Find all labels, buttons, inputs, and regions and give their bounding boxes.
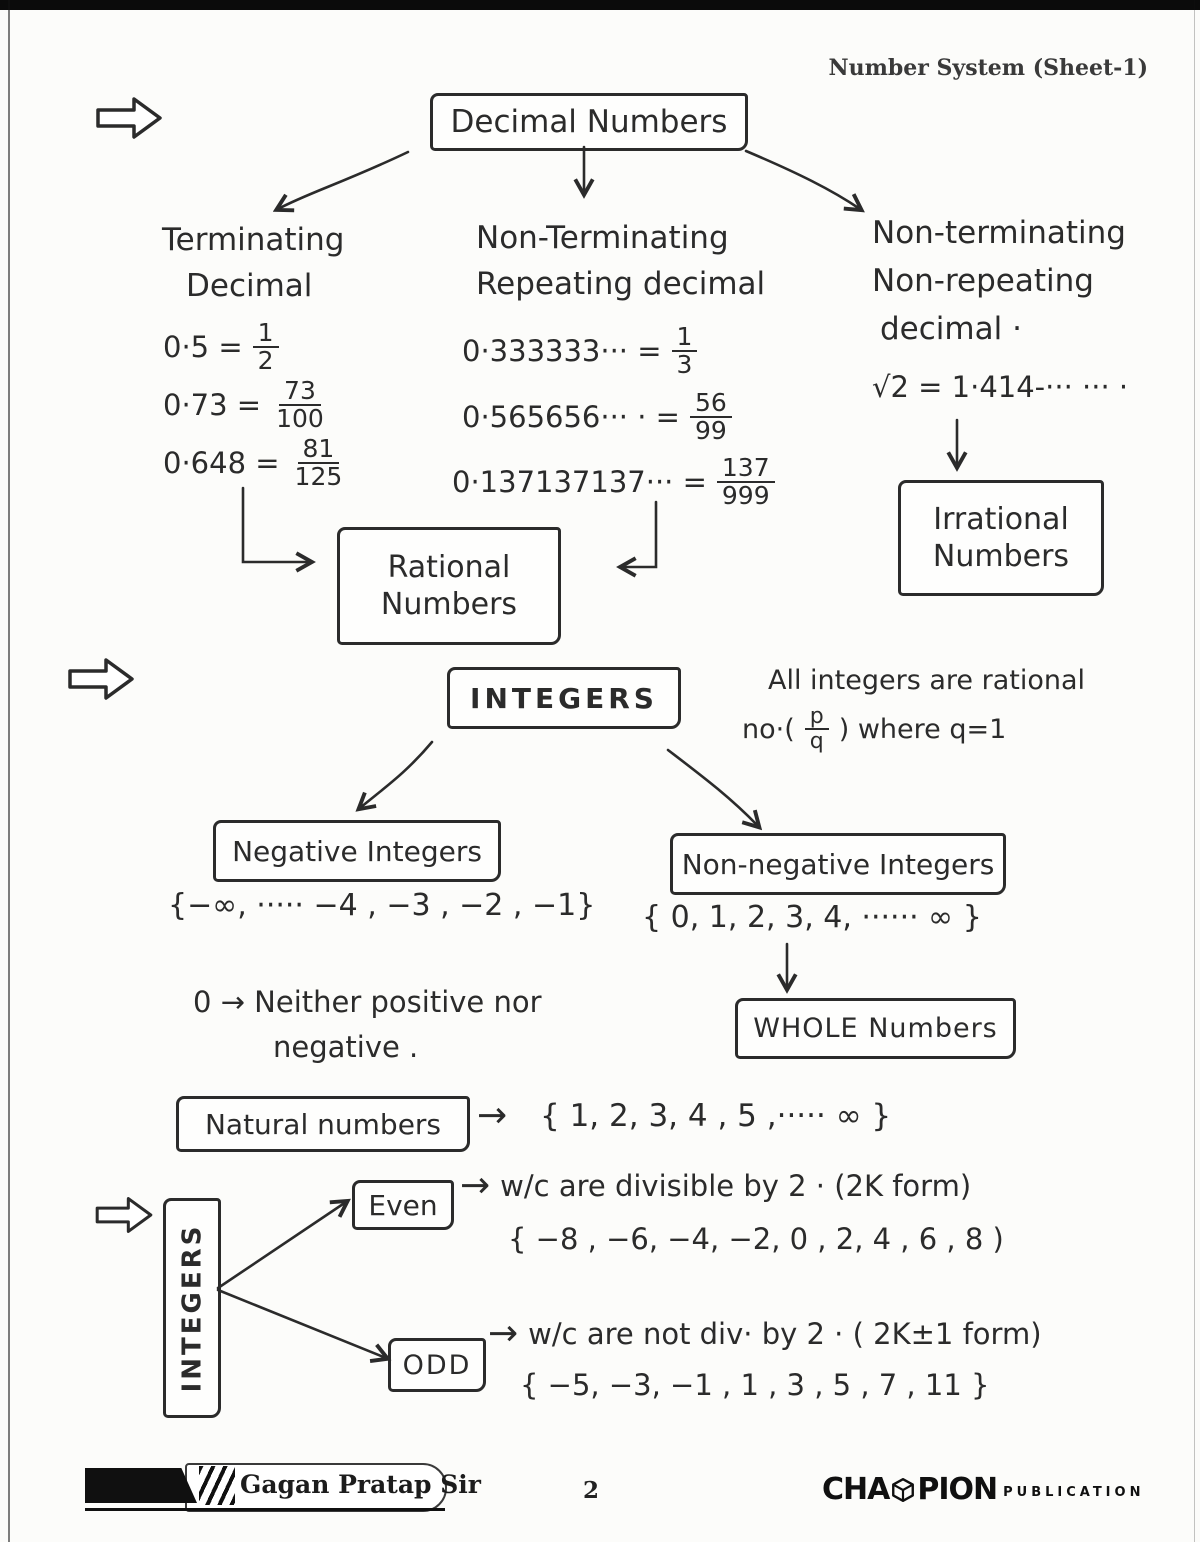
footer-stripes-icon (199, 1466, 235, 1505)
odd-set: { −5, −3, −1 , 1 , 3 , 5 , 7 , 11 } (520, 1368, 990, 1402)
even-box (352, 1180, 454, 1230)
denominator: 3 (676, 350, 693, 380)
natural-numbers-label: Natural numbers (204, 1107, 442, 1141)
repeating-title-line2: Repeating decimal (476, 266, 766, 302)
negative-integers-set: {−∞, ····· −4 , −3 , −2 , −1} (168, 888, 596, 923)
expression: 0·333333··· = (462, 334, 662, 369)
page-right-edge (1194, 0, 1195, 1542)
logo-text-part1: CHA (822, 1472, 890, 1507)
even-label: Even (368, 1188, 438, 1222)
zero-note-line2: negative . (273, 1030, 419, 1064)
nonrepeating-title-line1: Non-terminating (872, 215, 1126, 251)
fraction (271, 378, 329, 433)
fraction (805, 705, 829, 753)
numerator: 81 (298, 436, 340, 464)
repeating-example-2 (462, 390, 732, 445)
odd-description: w/c are not div· by 2 · ( 2K±1 form) (528, 1317, 1042, 1351)
fraction (717, 455, 775, 510)
rational-numbers-box (337, 527, 561, 645)
negative-integers-label: Negative Integers (232, 834, 482, 868)
odd-box (388, 1338, 486, 1392)
natural-arrow-icon: → (477, 1095, 508, 1136)
decimal-numbers-box (430, 93, 748, 151)
natural-numbers-box (176, 1096, 470, 1152)
even-set: { −8 , −6, −4, −2, 0 , 2, 4 , 6 , 8 ) (508, 1222, 1004, 1256)
irrational-numbers-box (898, 480, 1104, 596)
repeating-example-3 (452, 455, 775, 510)
numerator: 73 (279, 378, 321, 406)
repeating-title-line1: Non-Terminating (476, 220, 729, 256)
negative-integers-box (213, 820, 501, 882)
page-left-edge (8, 0, 10, 1542)
section-marker-arrow-icon (64, 653, 138, 705)
nonrepeating-title-line2: Non-repeating (872, 263, 1094, 299)
section-marker-arrow-icon (92, 92, 166, 144)
terminating-title-line2: Decimal (186, 268, 313, 304)
footer-brand: Gagan Pratap Sir (240, 1470, 481, 1499)
expression: 0·648 = (163, 446, 280, 481)
zero-note-line1: 0 → Neither positive nor (193, 985, 542, 1019)
section-marker-arrow-icon (92, 1192, 156, 1238)
even-description-row (460, 1165, 972, 1206)
sheet-title: Number System (Sheet-1) (828, 55, 1148, 81)
integers-vertical-box (163, 1198, 221, 1418)
irrational-label-line2: Numbers (932, 539, 1070, 574)
denominator: 125 (294, 462, 343, 492)
integers-label: INTEGERS (470, 681, 658, 715)
odd-description-row (488, 1313, 1042, 1354)
denominator: q (809, 729, 824, 755)
repeating-example-1 (462, 324, 697, 379)
page-number: 2 (583, 1477, 600, 1504)
decimal-numbers-label: Decimal Numbers (450, 104, 728, 140)
integers-vertical-label: INTEGERS (177, 1223, 207, 1393)
page-top-border (0, 0, 1200, 10)
even-description: w/c are divisible by 2 · (2K form) (500, 1169, 972, 1203)
integers-box (447, 667, 681, 729)
fraction (253, 320, 279, 375)
nonnegative-integers-box (670, 833, 1006, 895)
odd-arrow-icon: → (488, 1313, 519, 1354)
expression: 0·565656··· · = (462, 400, 680, 435)
fraction (690, 390, 732, 445)
whole-numbers-label: WHOLE Numbers (753, 1013, 998, 1044)
terminating-example-2 (163, 378, 329, 433)
sqrt2-example: √2 = 1·414-··· ··· · (872, 370, 1129, 404)
nonnegative-integers-label: Non-negative Integers (681, 847, 995, 881)
denominator: 99 (694, 416, 727, 446)
integers-note-line1: All integers are rational (768, 665, 1086, 696)
note-prefix: no·( (742, 713, 795, 745)
fraction (290, 436, 348, 491)
odd-label: ODD (402, 1349, 472, 1381)
numerator: 137 (717, 455, 775, 483)
nonrepeating-title-line3: decimal · (880, 311, 1022, 347)
fraction (672, 324, 698, 379)
note-suffix: ) where q=1 (838, 713, 1007, 745)
cube-icon (890, 1477, 916, 1503)
natural-numbers-set: { 1, 2, 3, 4 , 5 ,····· ∞ } (540, 1098, 892, 1134)
denominator: 999 (721, 481, 770, 511)
irrational-label-line1: Irrational (933, 501, 1069, 537)
numerator: p (805, 705, 829, 730)
numerator: 56 (690, 390, 732, 418)
expression: 0·5 = (163, 330, 243, 365)
logo-text-part2: PION (917, 1472, 998, 1507)
denominator: 100 (276, 404, 324, 434)
terminating-example-3 (163, 436, 347, 491)
numerator: 1 (672, 324, 698, 352)
numerator: 1 (253, 320, 279, 348)
publisher-logo (822, 1472, 1144, 1507)
logo-suffix: PUBLICATION (1003, 1485, 1145, 1500)
nonnegative-integers-set: { 0, 1, 2, 3, 4, ······ ∞ } (642, 900, 982, 935)
expression: 0·73 = (163, 388, 262, 423)
rational-label-line1: Rational (387, 549, 511, 585)
rational-label-line2: Numbers (380, 587, 518, 622)
denominator: 2 (257, 346, 274, 376)
even-arrow-icon: → (460, 1165, 491, 1206)
footer-underline (85, 1508, 445, 1511)
integers-note-line2 (742, 705, 1006, 753)
terminating-title-line1: Terminating (162, 222, 345, 258)
footer-black-banner (85, 1468, 197, 1503)
expression: 0·137137137··· = (452, 465, 707, 500)
terminating-example-1 (163, 320, 279, 375)
whole-numbers-box (735, 998, 1016, 1059)
